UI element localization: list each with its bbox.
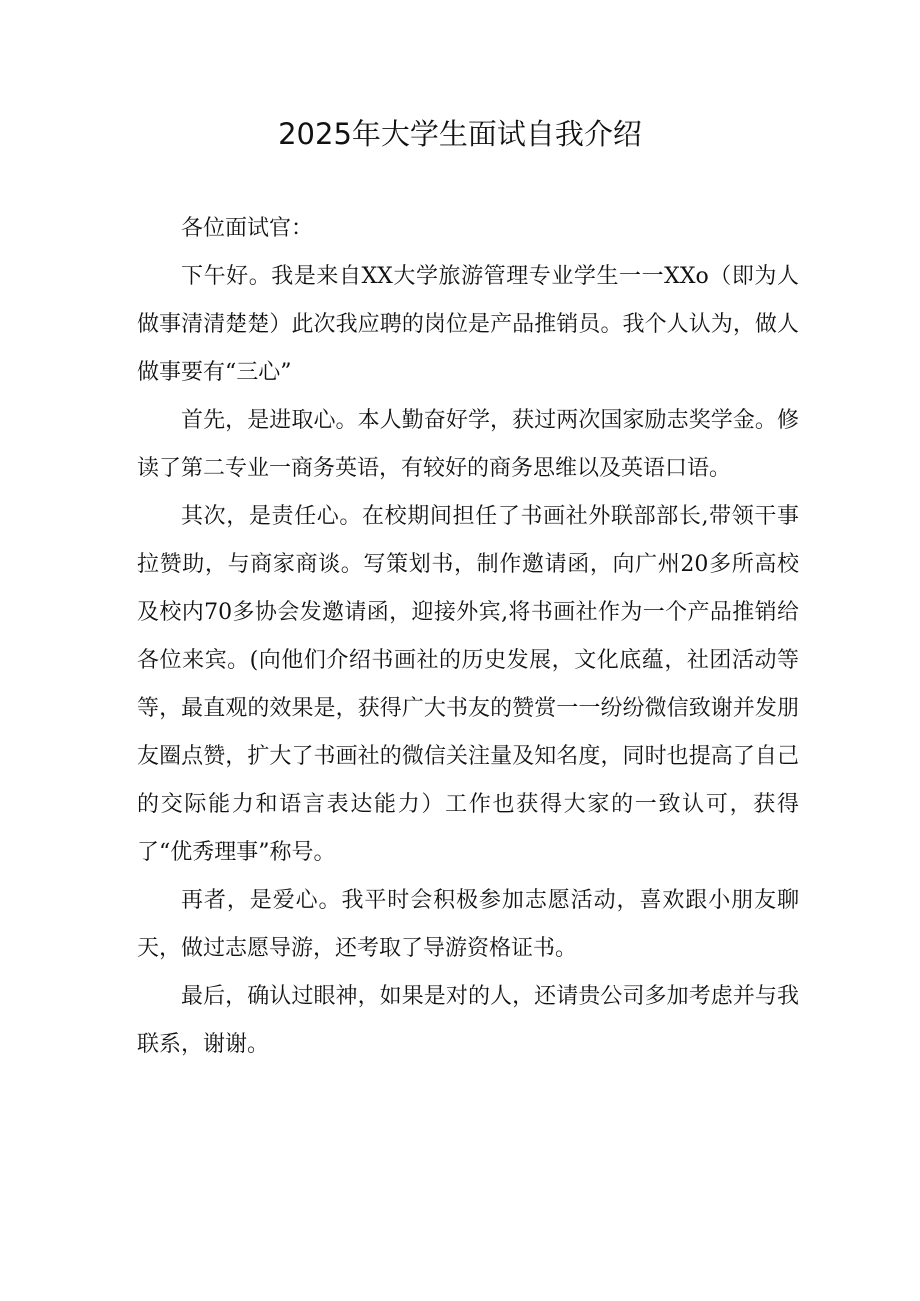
kindness-paragraph: 再者，是爱心。我平时会积极参加志愿活动，喜欢跟小朋友聊天，做过志愿导游，还考取了导游资格证书。 bbox=[137, 888, 799, 961]
document-body bbox=[137, 205, 799, 1069]
intro-paragraph: 下午好。我是来自XX大学旅游管理专业学生一一XXo（即为人做事清清楚楚）此次我应聘的岗位是产品推销员。我个人认为，做人做事要有“三心” bbox=[137, 264, 799, 385]
responsibility-paragraph: 其次，是责任心。在校期间担任了书画社外联部部长,带领干事拉赞助，与商家商谈。写策划书，制作邀请函，向广州20多所高校及校内70多协会发邀请函，迎接外宾,将书画社作为一个产品推销给各位来宾。(向他们介绍书画社的历史发展，文化底蕴，社团活动等等，最直观的效果是，获得广大书友的赞赏一一纷纷微信致谢并发朋友圈点赞，扩大了书画社的微信关注量及知名度，同时也提高了自己的交际能力和语言表达能力）工作也获得大家的一致认可，获得了“优秀理事”称号。 bbox=[137, 504, 799, 865]
ambition-paragraph: 首先，是进取心。本人勤奋好学，获过两次国家励志奖学金。修读了第二专业一商务英语，有较好的商务思维以及英语口语。 bbox=[137, 408, 799, 481]
closing-paragraph: 最后，确认过眼神，如果是对的人，还请贵公司多加考虑并与我联系，谢谢。 bbox=[137, 984, 799, 1057]
document-title: 2025年大学生面试自我介绍 bbox=[278, 117, 642, 151]
greeting-paragraph: 各位面试官： bbox=[181, 216, 314, 241]
